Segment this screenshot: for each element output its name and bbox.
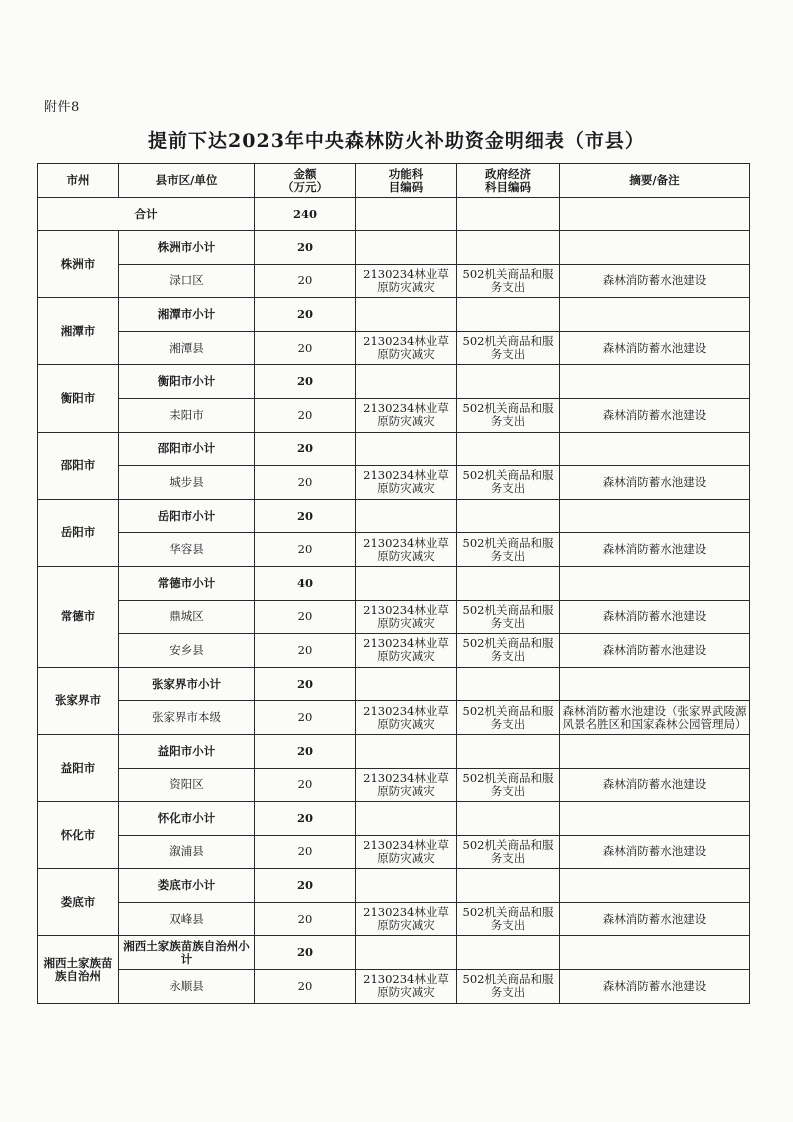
empty-cell [457,499,560,533]
header-econ-line2: 科目编码 [485,179,531,194]
note-cell: 森林消防蓄水池建设 [560,634,750,668]
county-amount: 20 [255,701,356,735]
func-code: 2130234林业草原防灾减灾 [356,466,457,500]
header-county: 县市区/单位 [119,164,255,198]
func-code: 2130234林业草原防灾减灾 [356,970,457,1004]
empty-cell [356,198,457,231]
county-row [38,970,750,1004]
empty-cell [560,734,750,768]
city-cell: 怀化市 [38,802,119,869]
empty-cell [560,936,750,970]
econ-code: 502机关商品和服务支出 [457,970,560,1004]
header-func-line1: 功能科 [388,166,424,181]
subtotal-row [38,566,750,600]
subtotal-row [38,499,750,533]
subtotal-label: 娄底市小计 [119,869,255,903]
county-row [38,634,750,668]
subtotal-label: 湘潭市小计 [119,298,255,332]
empty-cell [356,802,457,836]
city-cell: 娄底市 [38,869,119,936]
funding-table [37,163,750,1004]
subtotal-amount: 20 [255,298,356,332]
econ-code: 502机关商品和服务支出 [457,466,560,500]
func-code: 2130234林业草原防灾减灾 [356,533,457,567]
note-cell: 森林消防蓄水池建设 [560,331,750,365]
table-body [38,198,750,1004]
header-amount-line1: 金额 [293,166,317,181]
empty-cell [457,869,560,903]
header-func-line2: 目编码 [388,179,424,194]
empty-cell [356,869,457,903]
subtotal-label: 常德市小计 [119,566,255,600]
subtotal-label: 衡阳市小计 [119,365,255,399]
county-name: 双峰县 [119,902,255,936]
county-name: 张家界市本级 [119,701,255,735]
empty-cell [457,432,560,466]
county-row [38,398,750,432]
subtotal-amount: 20 [255,231,356,265]
empty-cell [560,198,750,231]
county-name: 耒阳市 [119,398,255,432]
econ-code: 502机关商品和服务支出 [457,533,560,567]
county-name: 鼎城区 [119,600,255,634]
subtotal-label: 岳阳市小计 [119,499,255,533]
city-cell: 张家界市 [38,667,119,734]
county-row [38,701,750,735]
subtotal-amount: 20 [255,432,356,466]
empty-cell [356,734,457,768]
county-row [38,331,750,365]
empty-cell [457,667,560,701]
econ-code: 502机关商品和服务支出 [457,600,560,634]
func-code: 2130234林业草原防灾减灾 [356,902,457,936]
empty-cell [356,667,457,701]
county-row [38,533,750,567]
county-amount: 20 [255,331,356,365]
empty-cell [457,936,560,970]
subtotal-label: 张家界市小计 [119,667,255,701]
subtotal-row [38,667,750,701]
county-name: 资阳区 [119,768,255,802]
header-amount [255,164,356,198]
empty-cell [356,365,457,399]
county-amount: 20 [255,466,356,500]
empty-cell [356,566,457,600]
header-func-code [356,164,457,198]
empty-cell [356,499,457,533]
header-econ-code [457,164,560,198]
subtotal-row [38,365,750,399]
county-amount: 20 [255,970,356,1004]
county-amount: 20 [255,600,356,634]
city-cell: 常德市 [38,566,119,667]
empty-cell [457,231,560,265]
city-cell: 湘西土家族苗族自治州 [38,936,119,1003]
county-row [38,902,750,936]
subtotal-label: 株洲市小计 [119,231,255,265]
county-row [38,600,750,634]
total-row [38,198,750,231]
county-row [38,264,750,298]
header-row [38,164,750,198]
subtotal-label: 邵阳市小计 [119,432,255,466]
note-cell: 森林消防蓄水池建设（张家界武陵源风景名胜区和国家森林公园管理局） [560,701,750,735]
note-cell: 森林消防蓄水池建设 [560,264,750,298]
header-amount-line2: （万元） [282,179,328,194]
econ-code: 502机关商品和服务支出 [457,902,560,936]
empty-cell [457,566,560,600]
subtotal-amount: 20 [255,869,356,903]
func-code: 2130234林业草原防灾减灾 [356,835,457,869]
city-cell: 邵阳市 [38,432,119,499]
subtotal-row [38,869,750,903]
subtotal-row [38,432,750,466]
empty-cell [560,566,750,600]
subtotal-row [38,298,750,332]
empty-cell [356,231,457,265]
subtotal-amount: 20 [255,802,356,836]
note-cell: 森林消防蓄水池建设 [560,835,750,869]
county-amount: 20 [255,835,356,869]
county-amount: 20 [255,768,356,802]
empty-cell [457,802,560,836]
header-city: 市州 [38,164,119,198]
subtotal-amount: 20 [255,734,356,768]
county-row [38,466,750,500]
city-cell: 衡阳市 [38,365,119,432]
func-code: 2130234林业草原防灾减灾 [356,398,457,432]
city-cell: 湘潭市 [38,298,119,365]
county-name: 安乡县 [119,634,255,668]
city-cell: 株洲市 [38,231,119,298]
county-row [38,768,750,802]
note-cell: 森林消防蓄水池建设 [560,902,750,936]
econ-code: 502机关商品和服务支出 [457,701,560,735]
subtotal-amount: 20 [255,499,356,533]
subtotal-amount: 20 [255,667,356,701]
note-cell: 森林消防蓄水池建设 [560,600,750,634]
city-cell: 岳阳市 [38,499,119,566]
econ-code: 502机关商品和服务支出 [457,835,560,869]
attachment-label: 附件8 [44,100,80,115]
county-amount: 20 [255,902,356,936]
empty-cell [356,936,457,970]
subtotal-amount: 20 [255,936,356,970]
county-amount: 20 [255,264,356,298]
total-label: 合计 [38,198,255,231]
econ-code: 502机关商品和服务支出 [457,264,560,298]
county-name: 华容县 [119,533,255,567]
total-amount: 240 [255,198,356,231]
empty-cell [457,198,560,231]
empty-cell [560,802,750,836]
county-name: 湘潭县 [119,331,255,365]
empty-cell [560,499,750,533]
note-cell: 森林消防蓄水池建设 [560,398,750,432]
county-name: 溆浦县 [119,835,255,869]
county-amount: 20 [255,533,356,567]
subtotal-amount: 40 [255,566,356,600]
county-name: 城步县 [119,466,255,500]
empty-cell [457,734,560,768]
subtotal-row [38,936,750,970]
subtotal-amount: 20 [255,365,356,399]
func-code: 2130234林业草原防灾减灾 [356,600,457,634]
empty-cell [457,365,560,399]
county-name: 渌口区 [119,264,255,298]
note-cell: 森林消防蓄水池建设 [560,533,750,567]
empty-cell [356,432,457,466]
func-code: 2130234林业草原防灾减灾 [356,331,457,365]
county-name: 永顺县 [119,970,255,1004]
header-econ-line1: 政府经济 [485,166,531,181]
func-code: 2130234林业草原防灾减灾 [356,264,457,298]
empty-cell [560,667,750,701]
func-code: 2130234林业草原防灾减灾 [356,768,457,802]
subtotal-row [38,734,750,768]
subtotal-row [38,802,750,836]
header-note: 摘要/备注 [560,164,750,198]
empty-cell [560,365,750,399]
subtotal-label: 怀化市小计 [119,802,255,836]
page-title: 提前下达2023年中央森林防火补助资金明细表（市县） [148,130,645,152]
econ-code: 502机关商品和服务支出 [457,398,560,432]
empty-cell [356,298,457,332]
empty-cell [560,432,750,466]
county-amount: 20 [255,398,356,432]
note-cell: 森林消防蓄水池建设 [560,970,750,1004]
econ-code: 502机关商品和服务支出 [457,634,560,668]
empty-cell [560,298,750,332]
note-cell: 森林消防蓄水池建设 [560,466,750,500]
econ-code: 502机关商品和服务支出 [457,331,560,365]
empty-cell [560,869,750,903]
econ-code: 502机关商品和服务支出 [457,768,560,802]
county-row [38,835,750,869]
subtotal-label: 益阳市小计 [119,734,255,768]
func-code: 2130234林业草原防灾减灾 [356,634,457,668]
func-code: 2130234林业草原防灾减灾 [356,701,457,735]
empty-cell [560,231,750,265]
subtotal-row [38,231,750,265]
county-amount: 20 [255,634,356,668]
city-cell: 益阳市 [38,734,119,801]
subtotal-label: 湘西土家族苗族自治州小计 [119,936,255,970]
empty-cell [457,298,560,332]
note-cell: 森林消防蓄水池建设 [560,768,750,802]
